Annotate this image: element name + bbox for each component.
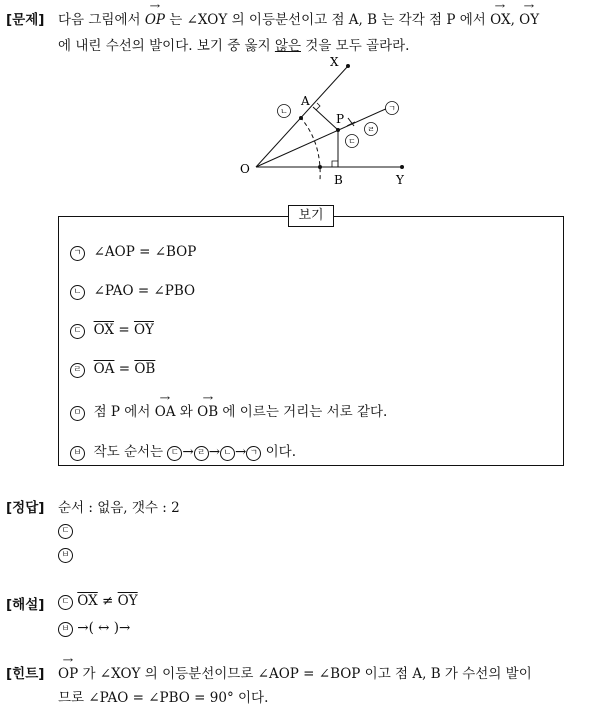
bogi-item-text: ∠AOP = ∠BOP: [93, 244, 197, 260]
label-x: X: [330, 55, 339, 69]
circle-mark: ㄷ: [167, 446, 182, 461]
segment-oa: $\overline{OA}$: [93, 361, 115, 377]
circle-mark: ㄹ: [194, 446, 209, 461]
vector-oy: → OY: [519, 12, 539, 28]
bogi-item-text: 이다.: [261, 444, 296, 460]
explain-line-2: [58, 620, 130, 637]
answer-mark-1: [58, 522, 73, 539]
point-a: [299, 116, 303, 120]
not-equal: ≠: [97, 593, 118, 609]
explain-text: →( ↔ )→: [77, 620, 131, 636]
arrow: →: [235, 444, 247, 460]
circle-mark: ㄹ: [70, 363, 85, 378]
point-x: [346, 64, 350, 68]
hint-label: [힌트]: [6, 666, 45, 682]
circle-mark: ㅁ: [70, 406, 85, 421]
problem-text: 것을 모두 골라라.: [301, 38, 410, 54]
problem-text: 에 내린 수선의 발이다. 보기 중: [58, 38, 245, 54]
circle-mark: ㄱ: [70, 246, 85, 261]
circle-mark-g-text: ㄱ: [388, 104, 396, 113]
segment-oy: $\overline{OY}$: [117, 593, 138, 609]
circle-mark-r-text: ㄹ: [367, 125, 375, 134]
vector-op: → OP: [58, 666, 78, 682]
vector-ob: → OB: [197, 404, 218, 420]
problem-text: 는 ∠XOY 의 이등분선이고 점 A, B 는 각각 점 P 에서: [165, 12, 491, 28]
arrow: →: [182, 444, 194, 460]
equals: =: [114, 361, 135, 377]
point-y: [400, 165, 404, 169]
vector-ox: → OX: [490, 12, 510, 28]
answer-line-1: 순서 : 없음, 갯수 : 2: [58, 500, 180, 516]
perp-pa: [313, 107, 338, 130]
label-p: P: [336, 112, 345, 126]
problem-text: 옳지: [244, 38, 275, 54]
label-a: A: [301, 94, 310, 108]
bogi-item-text: 에 이르는 거리는 서로 같다.: [218, 404, 388, 420]
bogi-item-2: [70, 283, 195, 300]
bogi-item-1: [70, 244, 196, 261]
hint-text: 가 ∠XOY 의 이등분선이므로 ∠AOP = ∠BOP 이고 점 A, B 가 수선의 발이: [78, 666, 532, 682]
explain-line-1: [58, 593, 138, 610]
bogi-title: 보기: [288, 205, 334, 227]
segment-ox: $\overline{OX}$: [77, 593, 98, 609]
bogi-item-5: [70, 400, 387, 421]
vector-op: → OP: [145, 12, 165, 28]
hint-line-2: 므로 ∠PAO = ∠PBO = 90° 이다.: [58, 690, 269, 706]
problem-text: ,: [510, 12, 520, 28]
hint-line-1: [58, 662, 532, 682]
bogi-item-6: [70, 440, 296, 461]
segment-ox: $\overline{OX}$: [93, 322, 115, 338]
point-b: [318, 165, 322, 169]
label-y: Y: [396, 173, 404, 187]
circle-mark-d-text: ㄷ: [348, 137, 356, 146]
segment-oy: $\overline{OY}$: [133, 322, 154, 338]
bogi-item-text: 와: [175, 404, 198, 420]
segment-ob: $\overline{OB}$: [134, 361, 156, 377]
right-angle-a: [316, 103, 320, 110]
label-o: O: [240, 162, 250, 176]
problem-text: 다음 그림에서: [58, 12, 145, 28]
circle-mark: ㄱ: [246, 446, 261, 461]
underlined-word: 않은: [274, 38, 301, 54]
bogi-item-text: 점 P 에서: [93, 404, 155, 420]
circle-mark-l-text: ㄴ: [280, 107, 288, 116]
geometry-figure: [230, 50, 420, 190]
problem-line-1: [58, 8, 539, 28]
circle-mark: ㄷ: [58, 524, 73, 539]
answer-label: [정답]: [6, 500, 45, 516]
circle-mark: ㅂ: [58, 548, 73, 563]
bogi-item-text: ∠PAO = ∠PBO: [93, 283, 196, 299]
point-p: [336, 128, 340, 132]
circle-mark: ㄷ: [58, 595, 73, 610]
label-b: B: [334, 173, 343, 187]
vector-oa: → OA: [155, 404, 176, 420]
explain-label: [해설]: [6, 597, 45, 613]
circle-mark: ㅂ: [58, 622, 73, 637]
arrow: →: [208, 444, 221, 460]
right-angle-b: [332, 161, 338, 167]
arc-dashed: [300, 117, 320, 180]
circle-mark: ㄷ: [70, 324, 85, 339]
bogi-item-4: [70, 361, 155, 378]
bogi-item-3: [70, 322, 154, 339]
circle-mark: ㄴ: [220, 446, 235, 461]
answer-mark-2: [58, 546, 73, 563]
equals: =: [114, 322, 134, 338]
problem-label: [문제]: [6, 12, 45, 28]
bogi-item-text: 작도 순서는: [93, 444, 168, 460]
circle-mark: ㄴ: [70, 285, 85, 300]
circle-mark: ㅂ: [70, 446, 85, 461]
